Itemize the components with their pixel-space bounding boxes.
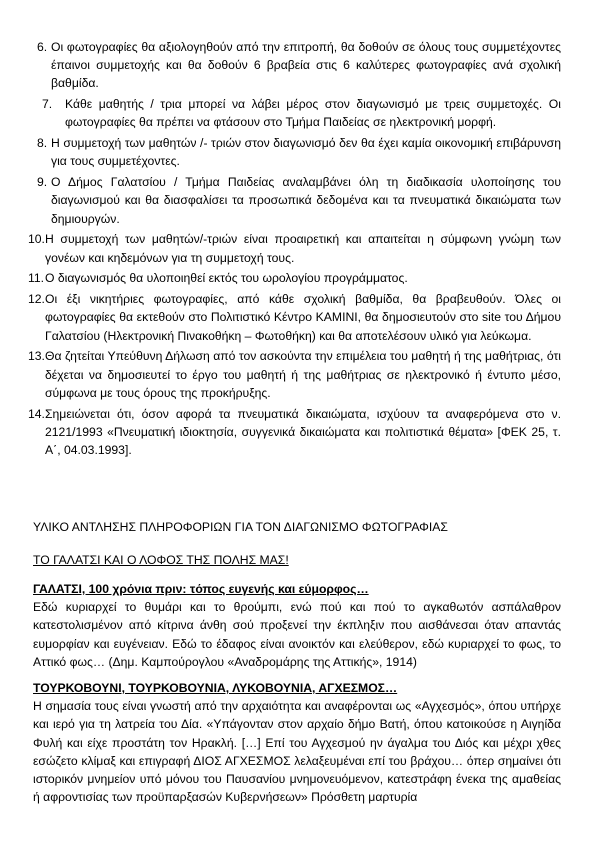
rule-item bbox=[33, 173, 561, 228]
rule-text: Ο Δήμος Γαλατσίου / Τμήμα Παιδείας αναλαμβάνει όλη τη διαδικασία υλοποίησης του διαγωνισμού και θα διασφαλίσει τα προσωπικά δεδομένα και τα πνευματικά δικαιώματα των δημιουργών. bbox=[51, 175, 561, 226]
rule-text: Η συμμετοχή των μαθητών/-τριών είναι προαιρετική και απαιτείται η σύμφωνη γνώμη των γονέων και κηδεμόνων για τη συμμετοχή τους. bbox=[45, 232, 561, 265]
rule-item bbox=[28, 269, 561, 287]
rule-number: 10. bbox=[28, 232, 45, 247]
rule-text: Οι έξι νικητήριες φωτογραφίες, από κάθε σχολική βαθμίδα, θα βραβευθούν. Όλες οι φωτογραφίες θα εκτεθούν στο Πολιτιστικό Κέντρο ΚΑΜΙΝΙ, θα δημοσιευτούν στο site του Δήμου Γαλατσίου (Ηλεκτρονική Πινακοθήκη – Φωτοθήκη) και θα αποτελέσουν υλικό για λεύκωμα. bbox=[45, 292, 561, 343]
section-title: ΓΑΛΑΤΣΙ, 100 χρόνια πριν: τόπος ευγενής και εύμορφος… bbox=[33, 582, 369, 596]
section-tourkovounia bbox=[33, 679, 561, 806]
rule-text: Ο διαγωνισμός θα υλοποιηθεί εκτός του ωρολογίου προγράμματος. bbox=[45, 271, 408, 286]
rule-item bbox=[28, 230, 561, 266]
rule-number: 11. bbox=[28, 271, 45, 286]
rule-item bbox=[28, 405, 561, 460]
rule-text: Η συμμετοχή των μαθητών /- τριών στον διαγωνισμό δεν θα έχει καμία οικονομική επιβάρυνση για τους συμμετέχοντες. bbox=[51, 136, 561, 169]
material-heading: ΥΛΙΚΟ ΑΝΤΛΗΣΗΣ ΠΛΗΡΟΦΟΡΙΩΝ ΓΙΑ ΤΟΝ ΔΙΑΓΩΝΙΣΜΟ ΦΩΤΟΓΡΑΦΙΑΣ bbox=[33, 520, 448, 534]
section-galatsi bbox=[33, 580, 561, 671]
rule-number: 14. bbox=[28, 406, 45, 421]
rule-number: 12. bbox=[28, 292, 45, 307]
rule-text: Κάθε μαθητής / τρια μπορεί να λάβει μέρος στον διαγωνισμό με τρεις συμμετοχές. Οι φωτογραφίες θα πρέπει να φτάσουν στο Τμήμα Παιδείας σε ηλεκτρονική μορφή. bbox=[65, 97, 561, 130]
rule-item bbox=[28, 347, 561, 402]
rule-number: 9. bbox=[37, 175, 48, 190]
rule-text: Θα ζητείται Υπεύθυνη Δήλωση από τον ασκούντα την επιμέλεια του μαθητή ή της μαθήτριας, ότι δέχεται να δημοσιευτεί το έργο του μαθητή ή της μαθήτριας σε ηλεκτρονικό ή έντυπο μέσο, σύμφωνα με τους όρους της προκήρυξης. bbox=[45, 349, 561, 400]
rule-item bbox=[33, 38, 561, 93]
rule-text: Σημειώνεται ότι, όσον αφορά τα πνευματικά δικαιώματα, ισχύουν τα αναφερόμενα στο ν. 2121/1993 «Πνευματική ιδιοκτησία, συγγενικά δικαιώματα και πολιτιστικά θέματα» [ΦΕΚ 25, τ. Α΄, 04.03.1993]. bbox=[45, 406, 561, 458]
rule-number: 8. bbox=[37, 136, 48, 151]
topic-heading: ΤΟ ΓΑΛΑΤΣΙ ΚΑΙ Ο ΛΟΦΟΣ ΤΗΣ ΠΟΛΗΣ ΜΑΣ! bbox=[33, 553, 289, 567]
rule-number: 6. bbox=[37, 40, 48, 54]
rule-number: 13. bbox=[28, 349, 45, 364]
rule-item bbox=[33, 95, 561, 131]
section-body: Η σημασία τους είναι γνωστή από την αρχαιότητα και αναφέρονται ως «Αγχεσμός», όπου υπήρχε και ιερό για τη λατρεία του Δία. «Υπάγονταν στον αρχαίο δήμο Βατή, όπου κατοικούσε η Αιγηίδα Φυλή και είχε προστάτη τον Ηρακλή. […] Επί του Αγχεσμού ην άγαλμα του Διός και μέχρι χθες εσώζετο κλίμαξ και επιγραφή ΔΙΟΣ ΑΓΧΕΣΜΟΣ λελαξευμέναι επί του βράχου… όπερ σημαίνει ότι ιστορικόν μνημείον υπό μόνου του Παυσανίου μνημονευόμενον, κατεστράφη ένεκα της αμαθείας ή αφροντισίας των προϋπαρξασών Κυβερνήσεων» Πρόσθετη μαρτυρία bbox=[33, 699, 561, 805]
rule-text: Οι φωτογραφίες θα αξιολογηθούν από την επιτροπή, θα δοθούν σε όλους τους συμμετέχοντες έπαινοι συμμετοχής και θα δοθούν 6 βραβεία στις 6 καλύτερες φωτογραφίες ανά σχολική βαθμίδα. bbox=[51, 40, 561, 91]
rule-item bbox=[28, 290, 561, 345]
rule-number: 7. bbox=[42, 97, 53, 112]
section-title: ΤΟΥΡΚΟΒΟΥΝΙ, ΤΟΥΡΚΟΒΟΥΝΙΑ, ΛΥΚΟΒΟΥΝΙΑ, ΑΓΧΕΣΜΟΣ… bbox=[33, 681, 398, 695]
section-body: Εδώ κυριαρχεί το θυμάρι και το θρούμπι, ενώ πού και πού το αγκαθωτόν ασπάλαθρον κατεστολισμένον από κίτρινα άνθη σού προξενεί την έκπληξιν που αισθάνεσαι όταν απαντάς ευμορφίαν και ευγένειαν. Εδώ το έδαφος είναι ανοικτόν και ελεύθερον, εδώ κυριαρχεί το φως, το Αττικό φως… (Δημ. Καμπούρογλου «Αναδρομάρης της Αττικής», 1914) bbox=[33, 600, 561, 669]
rule-item bbox=[33, 134, 561, 170]
rules-list bbox=[28, 38, 561, 462]
